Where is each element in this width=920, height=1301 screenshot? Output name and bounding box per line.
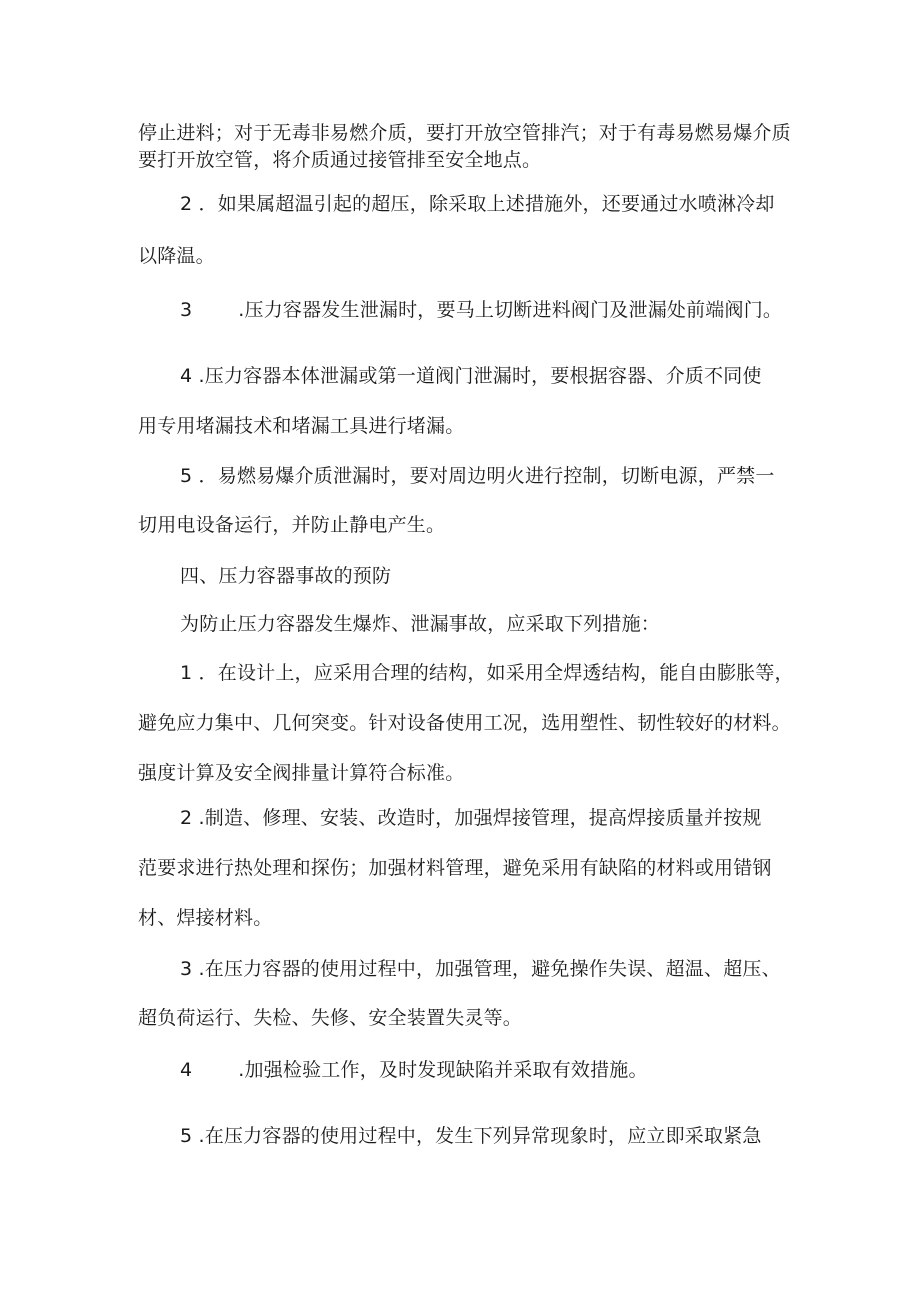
list-number: 3 — [180, 299, 193, 321]
list-number: 4 — [180, 365, 193, 387]
text-line: 材、焊接材料。 — [138, 907, 273, 929]
text-line: 避免应力集中、几何突变。针对设备使用工况，选用塑性、韧性较好的材料。 — [138, 712, 791, 734]
list-item — [180, 660, 798, 686]
list-item — [180, 363, 798, 389]
list-number: 5 — [180, 465, 193, 487]
list-text: ．在设计上，应采用合理的结构，如采用全焊透结构，能自由膨胀等， — [198, 662, 794, 684]
list-number: 2 — [180, 807, 193, 829]
list-item — [180, 956, 798, 982]
list-text: .在压力容器的使用过程中，发生下列异常现象时，应立即采取紧急 — [198, 1125, 762, 1147]
section-heading: 四、压力容器事故的预防 — [180, 565, 392, 587]
list-text: ．如果属超温引起的超压，除采取上述措施外，还要通过水喷淋冷却 — [198, 193, 775, 215]
text-line: 范要求进行热处理和探伤；加强材料管理，避免采用有缺陷的材料或用错钢 — [138, 857, 772, 879]
list-text: ．易燃易爆介质泄漏时，要对周边明火进行控制，切断电源，严禁一 — [198, 465, 775, 487]
list-number: 3 — [180, 958, 193, 980]
text-line: 要打开放空管，将介质通过接管排至安全地点。 — [138, 149, 542, 171]
list-number: 4 — [180, 1059, 193, 1081]
list-item — [180, 805, 798, 831]
text-line: 切用电设备运行，并防止静电产生。 — [138, 514, 446, 536]
list-text: .压力容器本体泄漏或第一道阀门泄漏时，要根据容器、介质不同使 — [198, 365, 762, 387]
intro-paragraph: 为防止压力容器发生爆炸、泄漏事故，应采取下列措施： — [180, 613, 661, 635]
list-item — [180, 1123, 798, 1149]
list-text: .在压力容器的使用过程中，加强管理，避免操作失误、超温、超压、 — [198, 958, 781, 980]
list-number: 1 — [180, 662, 193, 684]
list-number: 2 — [180, 193, 193, 215]
list-item — [180, 297, 798, 323]
list-text: .压力容器发生泄漏时，要马上切断进料阀门及泄漏处前端阀门。 — [238, 299, 783, 321]
list-item — [180, 191, 798, 217]
list-text: .加强检验工作，及时发现缺陷并采取有效措施。 — [238, 1059, 648, 1081]
text-line: 以降温。 — [138, 245, 215, 267]
text-line: 强度计算及安全阀排量计算符合标准。 — [138, 762, 465, 784]
list-number: 5 — [180, 1125, 193, 1147]
text-line: 用专用堵漏技术和堵漏工具进行堵漏。 — [138, 415, 465, 437]
list-text: .制造、修理、安装、改造时，加强焊接管理，提高焊接质量并按规 — [198, 807, 762, 829]
list-item — [180, 463, 798, 489]
list-item — [180, 1057, 798, 1083]
text-line: 超负荷运行、失检、失修、安全装置失灵等。 — [138, 1007, 523, 1029]
text-line: 停止进料；对于无毒非易燃介质，要打开放空管排汽；对于有毒易燃易爆介质 — [138, 122, 791, 144]
